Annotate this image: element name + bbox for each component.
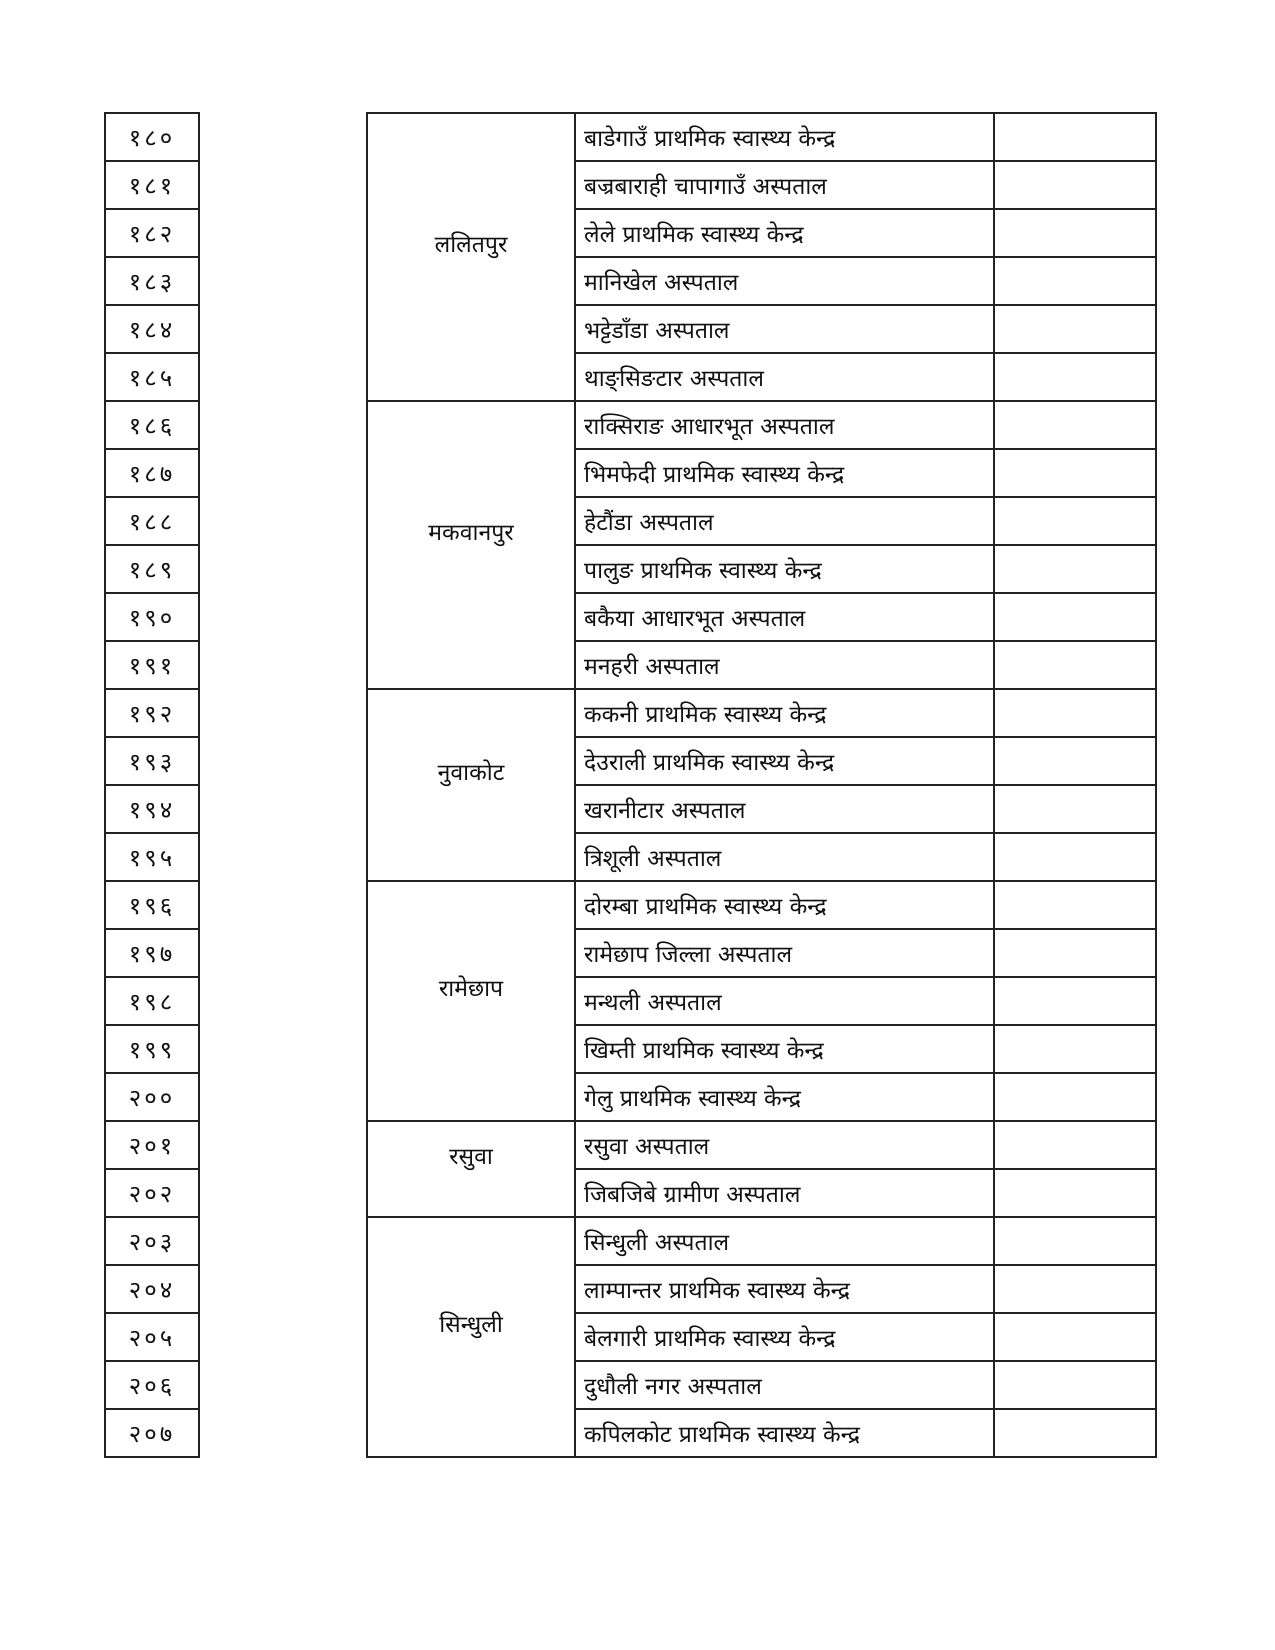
district-name: रसुवा: [449, 1144, 493, 1170]
table-row: [367, 113, 1156, 161]
serial-number-cell: १९८: [106, 978, 198, 1026]
facility-name-cell: बज्रबाराही चापागाउँ अस्पताल: [575, 161, 994, 209]
empty-cell: [994, 545, 1156, 593]
facility-name-cell: खरानीटार अस्पताल: [575, 785, 994, 833]
serial-number-cell: १८२: [106, 210, 198, 258]
serial-number-column: [104, 112, 200, 1458]
facility-name-cell: भट्टेडाँडा अस्पताल: [575, 305, 994, 353]
empty-cell: [994, 1121, 1156, 1169]
empty-cell: [994, 1025, 1156, 1073]
empty-cell: [994, 209, 1156, 257]
facility-name-cell: रसुवा अस्पताल: [575, 1121, 994, 1169]
district-name: ललितपुर: [434, 232, 508, 258]
empty-cell: [994, 257, 1156, 305]
serial-number-cell: १९३: [106, 738, 198, 786]
facility-name-cell: देउराली प्राथमिक स्वास्थ्य केन्द्र: [575, 737, 994, 785]
serial-number-cell: १८१: [106, 162, 198, 210]
serial-number-cell: २०२: [106, 1170, 198, 1218]
empty-cell: [994, 305, 1156, 353]
facility-name-cell: पालुङ प्राथमिक स्वास्थ्य केन्द्र: [575, 545, 994, 593]
facility-name-cell: लेले प्राथमिक स्वास्थ्य केन्द्र: [575, 209, 994, 257]
empty-cell: [994, 785, 1156, 833]
district-name: मकवानपुर: [428, 520, 514, 546]
empty-cell: [994, 401, 1156, 449]
empty-cell: [994, 1169, 1156, 1217]
empty-cell: [994, 977, 1156, 1025]
empty-cell: [994, 593, 1156, 641]
empty-cell: [994, 497, 1156, 545]
empty-cell: [994, 353, 1156, 401]
district-cell: [367, 1217, 575, 1457]
district-name: रामेछाप: [438, 976, 504, 1002]
serial-number-cell: २०६: [106, 1362, 198, 1410]
facility-name-cell: राक्सिराङ आधारभूत अस्पताल: [575, 401, 994, 449]
facility-name-cell: थाङ्सिङटार अस्पताल: [575, 353, 994, 401]
empty-cell: [994, 833, 1156, 881]
serial-number-cell: १८४: [106, 306, 198, 354]
facility-name-cell: मन्थली अस्पताल: [575, 977, 994, 1025]
serial-number-cell: १९१: [106, 642, 198, 690]
empty-cell: [994, 1361, 1156, 1409]
facility-table-body: [367, 113, 1156, 1457]
empty-cell: [994, 737, 1156, 785]
table-row: [367, 1121, 1156, 1169]
empty-cell: [994, 1313, 1156, 1361]
empty-cell: [994, 161, 1156, 209]
facility-name-cell: गेलु प्राथमिक स्वास्थ्य केन्द्र: [575, 1073, 994, 1121]
facility-name-cell: सिन्धुली अस्पताल: [575, 1217, 994, 1265]
serial-number-cell: १९५: [106, 834, 198, 882]
district-cell: [367, 881, 575, 1121]
serial-number-cell: २०७: [106, 1410, 198, 1458]
facility-name-cell: भिमफेदी प्राथमिक स्वास्थ्य केन्द्र: [575, 449, 994, 497]
serial-number-cell: २०३: [106, 1218, 198, 1266]
facility-name-cell: मानिखेल अस्पताल: [575, 257, 994, 305]
empty-cell: [994, 881, 1156, 929]
facility-name-cell: खिम्ती प्राथमिक स्वास्थ्य केन्द्र: [575, 1025, 994, 1073]
table-row: [367, 881, 1156, 929]
facility-name-cell: दुधौली नगर अस्पताल: [575, 1361, 994, 1409]
facility-name-cell: जिबजिबे ग्रामीण अस्पताल: [575, 1169, 994, 1217]
empty-cell: [994, 929, 1156, 977]
facility-name-cell: रामेछाप जिल्ला अस्पताल: [575, 929, 994, 977]
serial-number-cell: १८५: [106, 354, 198, 402]
empty-cell: [994, 1217, 1156, 1265]
facility-name-cell: मनहरी अस्पताल: [575, 641, 994, 689]
facility-name-cell: बाडेगाउँ प्राथमिक स्वास्थ्य केन्द्र: [575, 113, 994, 161]
facility-name-cell: कपिलकोट प्राथमिक स्वास्थ्य केन्द्र: [575, 1409, 994, 1457]
serial-number-cell: १९४: [106, 786, 198, 834]
empty-cell: [994, 1409, 1156, 1457]
district-cell: [367, 1121, 575, 1217]
serial-number-cell: २०१: [106, 1122, 198, 1170]
serial-number-cell: १८६: [106, 402, 198, 450]
empty-cell: [994, 689, 1156, 737]
facility-name-cell: ककनी प्राथमिक स्वास्थ्य केन्द्र: [575, 689, 994, 737]
district-cell: [367, 689, 575, 881]
serial-number-cell: १८७: [106, 450, 198, 498]
serial-number-cell: १९०: [106, 594, 198, 642]
empty-cell: [994, 113, 1156, 161]
district-name: सिन्धुली: [439, 1312, 503, 1338]
empty-cell: [994, 1073, 1156, 1121]
serial-number-cell: १८०: [106, 114, 198, 162]
district-cell: [367, 401, 575, 689]
serial-number-cell: २०४: [106, 1266, 198, 1314]
empty-cell: [994, 449, 1156, 497]
facility-name-cell: त्रिशूली अस्पताल: [575, 833, 994, 881]
district-cell: [367, 113, 575, 401]
table-row: [367, 401, 1156, 449]
district-name: नुवाकोट: [437, 760, 505, 786]
facility-table: [366, 112, 1157, 1458]
serial-number-cell: १८३: [106, 258, 198, 306]
empty-cell: [994, 1265, 1156, 1313]
serial-number-cell: २००: [106, 1074, 198, 1122]
facility-name-cell: बकैया आधारभूत अस्पताल: [575, 593, 994, 641]
serial-number-cell: २०५: [106, 1314, 198, 1362]
table-row: [367, 689, 1156, 737]
serial-number-cell: १८९: [106, 546, 198, 594]
facility-name-cell: बेलगारी प्राथमिक स्वास्थ्य केन्द्र: [575, 1313, 994, 1361]
serial-number-cell: १९२: [106, 690, 198, 738]
serial-number-cell: १९७: [106, 930, 198, 978]
serial-number-cell: १८८: [106, 498, 198, 546]
empty-cell: [994, 641, 1156, 689]
table-row: [367, 1217, 1156, 1265]
facility-name-cell: लाम्पान्तर प्राथमिक स्वास्थ्य केन्द्र: [575, 1265, 994, 1313]
serial-number-cell: १९९: [106, 1026, 198, 1074]
serial-number-cell: १९६: [106, 882, 198, 930]
facility-name-cell: हेटौंडा अस्पताल: [575, 497, 994, 545]
facility-name-cell: दोरम्बा प्राथमिक स्वास्थ्य केन्द्र: [575, 881, 994, 929]
